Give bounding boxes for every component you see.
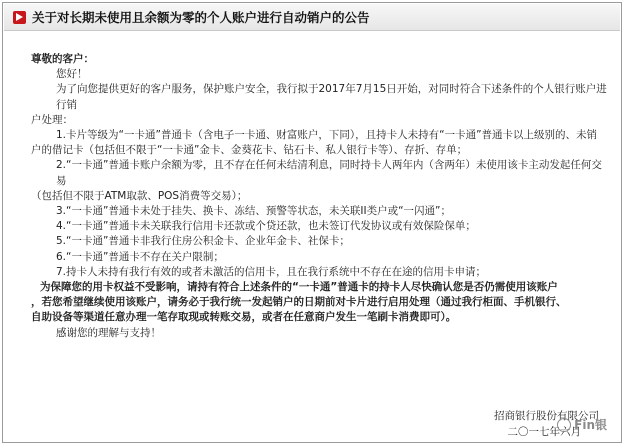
signature: 招商银行股份有限公司 <box>494 410 599 422</box>
condition-4: 4.“一卡通”普通卡未关联我行信用卡还款或个贷还款，也未签订代发协议或有效保险保单； <box>56 220 476 233</box>
important-line-2: ，若您希望继续使用该账户，请务必于我行统一发起销户的日期前对卡片进行启用处理（通过我行柜面、手机银行、 <box>31 296 567 309</box>
condition-1-line-2: 户的借记卡（包括但不限于“一卡通”金卡、金葵花卡、钻石卡、私人银行卡等）、存折、存单； <box>31 144 468 157</box>
condition-2-line-1: 2.“一卡通”普通卡账户余额为零，且不存在任何未结清利息，同时持卡人两年内（含两年）未使用该卡主动发起任何交易 <box>56 159 602 187</box>
watermark-text: Fin银 <box>574 418 607 432</box>
watermark <box>557 416 607 433</box>
notice-title-bar <box>4 4 620 31</box>
notice-date: 二〇一七年六月 <box>507 426 581 438</box>
condition-3: 3.“一卡通”普通卡未处于挂失、换卡、冻结、预警等状态，未关联II类户或“一闪通”； <box>56 205 451 218</box>
condition-5: 5.“一卡通”普通卡非我行住房公积金卡、企业年金卡、社保卡； <box>56 235 350 248</box>
important-line-1: 为保障您的用卡权益不受影响，请持有符合上述条件的“一卡通”普通卡的持卡人尽快确认您是否仍需使用该账户 <box>40 281 558 294</box>
hello-line: 您好！ <box>56 68 88 81</box>
watermark-logo-icon <box>557 418 571 432</box>
notice-frame <box>2 2 622 443</box>
play-arrow-icon <box>13 11 26 24</box>
condition-6: 6.“一卡通”普通卡不存在关户限制； <box>56 250 224 263</box>
condition-1-line-1: 1.卡片等级为“一卡通”普通卡（含电子一卡通、财富账户，下同），且持卡人未持有“一卡通”普通卡以上级别的、未销 <box>56 129 598 142</box>
thanks-line: 感谢您的理解与支持！ <box>56 326 161 339</box>
intro-line-2: 户处理： <box>31 113 73 126</box>
condition-2-line-2: （包括但不限于ATM取款、POS消费等交易）； <box>31 189 248 202</box>
greeting: 尊敬的客户： <box>31 53 94 65</box>
intro-line-1: 为了向您提供更好的客户服务，保护账户安全，我行拟于2017年7月15日开始，对同时符合下述条件的个人银行账户进行销 <box>56 83 607 111</box>
important-line-3: 自助设备等渠道任意办理一笔存取现或转账交易，或者在任意商户发生一笔刷卡消费即可）。 <box>31 311 457 324</box>
condition-7: 7.持卡人未持有我行有效的或者未激活的信用卡，且在我行系统中不存在在途的信用卡申请； <box>56 265 487 278</box>
notice-body <box>31 52 607 341</box>
notice-title: 关于对长期未使用且余额为零的个人账户进行自动销户的公告 <box>32 10 370 25</box>
